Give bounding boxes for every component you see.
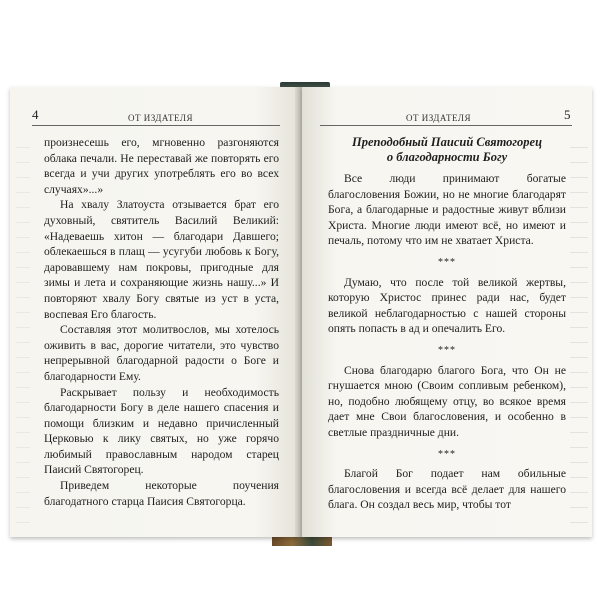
section-separator: ***: [438, 256, 456, 268]
section-separator: ***: [438, 448, 456, 460]
page-number: 5: [564, 107, 571, 122]
paragraph: произнесешь его, мгновенно разгоняются облака печали. Не переставай же повторять его всегда и учи других употреблять его во всех случаях»...»: [44, 136, 279, 196]
right-page: [302, 87, 592, 537]
chapter-title-line: о благодарности Богу: [386, 150, 508, 164]
chapter-title-line: Преподобный Паисий Святогорец: [351, 135, 543, 149]
open-book: [10, 82, 592, 544]
header-rule: [32, 125, 280, 126]
running-header: ОТ ИЗДАТЕЛЯ: [128, 113, 194, 123]
paragraph: Думаю, что после той великой жертвы, которую Христос принес ради нас, будет великой неблагодарностью с нашей стороны опять попасть в ад и опечалить Его.: [328, 275, 566, 336]
right-page-text: [328, 135, 566, 513]
header-rule: [320, 125, 572, 126]
page-number: 4: [32, 107, 39, 122]
bleed-through-texture: [16, 147, 30, 527]
left-page: [10, 87, 299, 537]
paragraph: Все люди принимают богатые благословения Божии, но не многие благодарят Бога, а благодарные и радостные живут вблизи Христа. Многие люди имеют всё, но имеют и печаль, потому что им не хватает Христа.: [328, 172, 566, 248]
paragraph: Приведем некоторые поучения благодатного старца Паисия Святогорца.: [44, 479, 279, 508]
running-header: ОТ ИЗДАТЕЛЯ: [406, 113, 472, 123]
bleed-through-texture: [570, 147, 588, 527]
paragraph: Составляя этот молитвослов, мы хотелось оживить в вас, дорогие читатели, это чувство непрерывной благодарной радости о Боге и благодарности Ему.: [44, 323, 279, 383]
paragraph: Снова благодарю благого Бога, что Он не гнушается мною (Своим сопливым ребенком), но, подобно любящему отцу, во всякое время дает мне Свои благословения, и особенно в светлые праздничные дни.: [328, 363, 566, 439]
paragraph: На хвалу Златоуста отзывается брат его духовный, святитель Василий Великий: «Надеваешь хитон — благодари Давшего; облекаешься в плащ — усугуби любовь к Богу, даровавшему нам покровы, пригодные для зимы и лета и сохраняющие жизнь нашу...» И повторяют хвалу Богу святые из уст в уста, воспевая Его благость.: [44, 198, 279, 321]
paragraph: Раскрывает пользу и необходимость благодарности Богу в деле нашего спасения и помощи близким и недавно причисленный Церковью к лику святых, но уже горячо любимый православным народом старец Паисий Святогорец.: [44, 385, 279, 477]
section-separator: ***: [438, 344, 456, 356]
left-page-text: [44, 135, 279, 509]
chapter-title: [328, 135, 566, 165]
paragraph: Благой Бог подает нам обильные благословения и всегда всё делает для нашего блага. Он создал весь мир, чтобы тот: [328, 467, 566, 512]
